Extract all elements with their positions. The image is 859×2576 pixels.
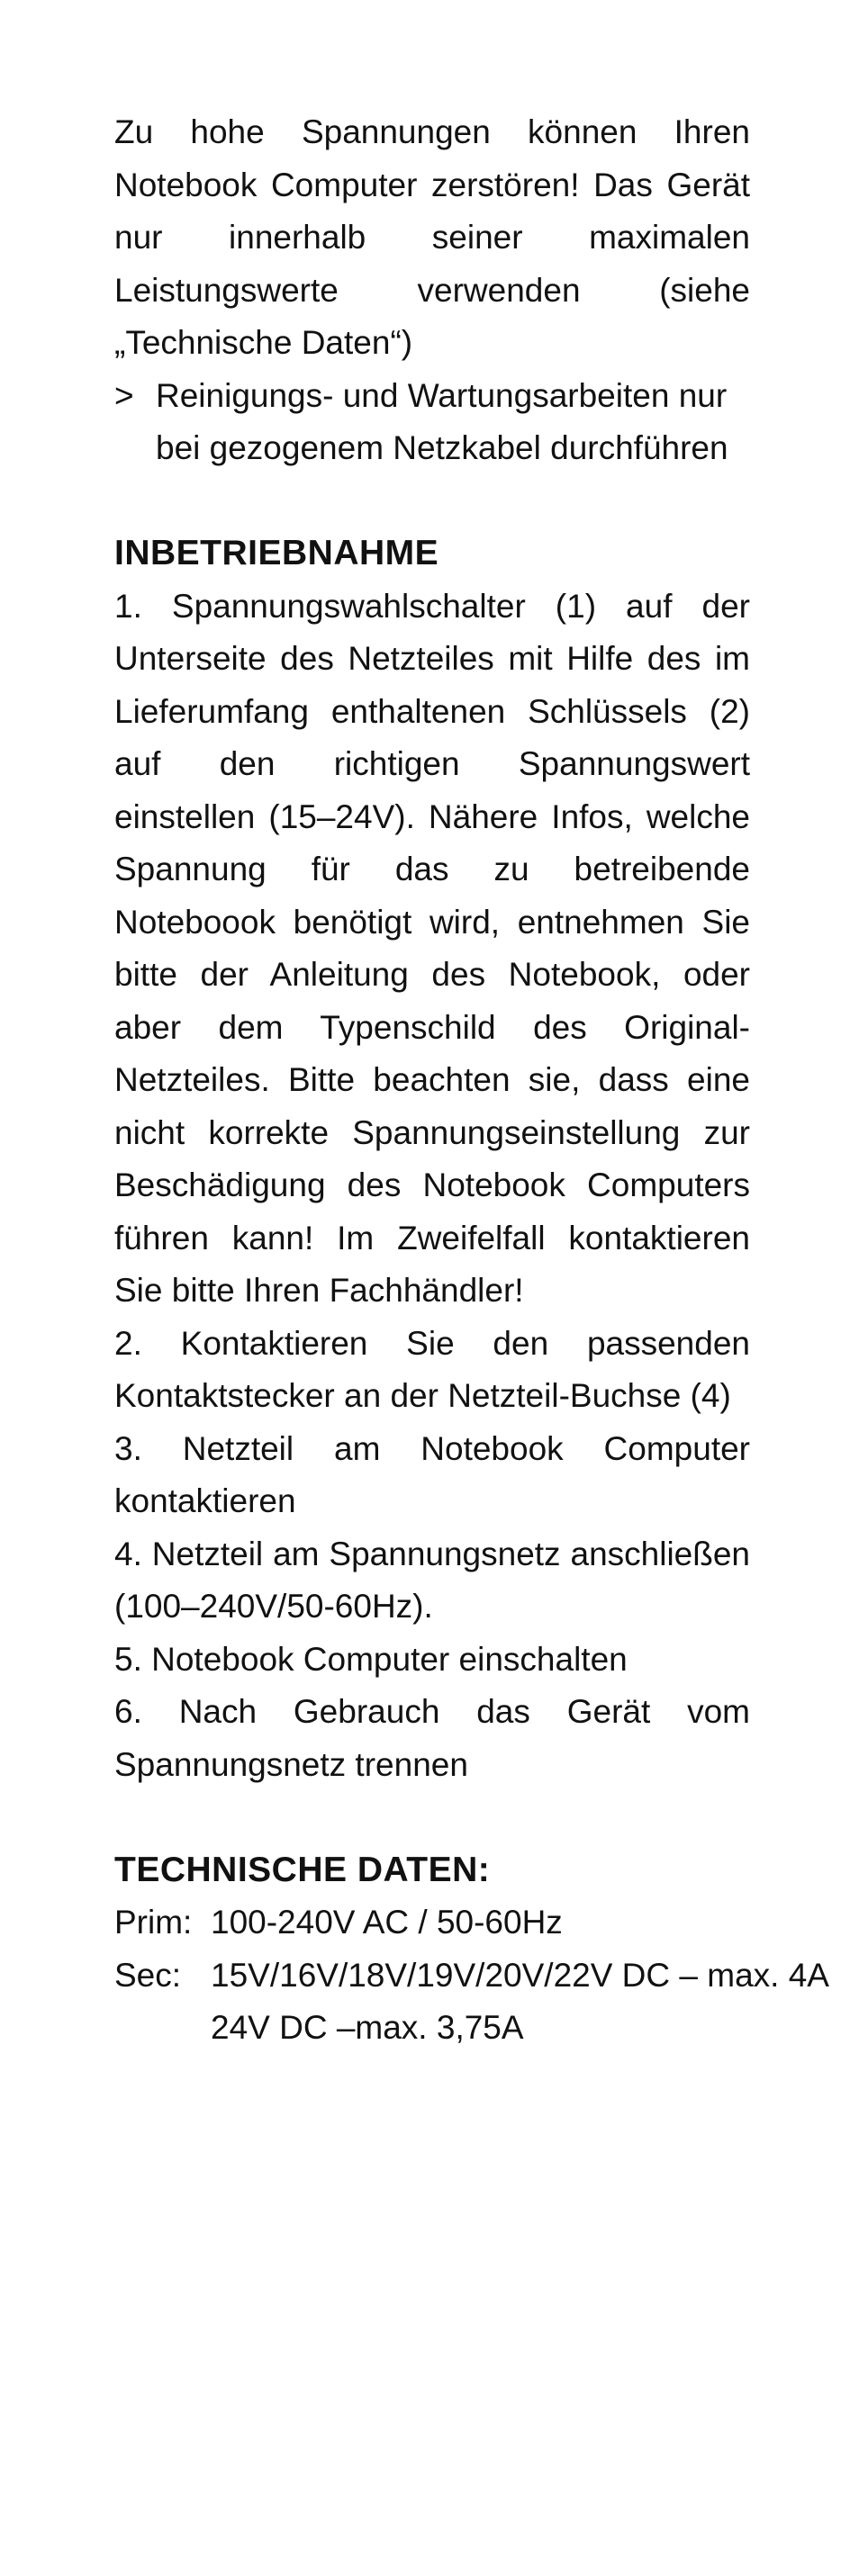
voltage-warning: Zu hohe Spannungen können Ihren Notebook Computer zerstören! Das Gerät nur innerhalb seiner maximalen Leistungswerte verwenden (siehe „Technische Daten“): [114, 113, 750, 361]
setup-step-1: 1. Spannungswahlschalter (1) auf der Unterseite des Netzteiles mit Hilfe des im Lieferumfang enthaltenen Schlüssels (2) auf den richtigen Spannungswert einstellen (15–24V). Nähere Infos, welche Spannung für das zu betreibende Noteboook benötigt wird, entnehmen Sie bitte der Anleitung des Notebook, oder aber dem Typenschild des Original-Netzteiles. Bitte beachten sie, dass eine nicht korrekte Spannungseinstellung zur Beschädigung des Notebook Computers führen kann! Im Zweifelfall kontaktieren Sie bitte Ihren Fachhändler!: [114, 587, 750, 1309]
spec-row-prim: [114, 1896, 750, 1950]
specs-heading: TECHNISCHE DATEN:: [114, 1850, 491, 1889]
maintenance-text: Reinigungs- und Wartungsarbeiten nur bei gezogenem Netzkabel durchführen: [156, 376, 728, 466]
spec-value-sec-1: 15V/16V/18V/19V/20V/22V DC – max. 4A: [211, 1956, 829, 1994]
spec-label-sec: Sec:: [114, 1956, 182, 1994]
setup-step-5: 5. Notebook Computer einschalten: [114, 1640, 628, 1678]
spec-value-sec-2: 24V DC –max. 3,75A: [211, 2009, 524, 2046]
setup-heading: INBETRIEBNAHME: [114, 534, 439, 572]
spec-label-prim: Prim:: [114, 1904, 193, 1941]
manual-page: [114, 106, 829, 2055]
spacer: [114, 1791, 750, 1844]
spec-value-sec-wrap: [211, 1950, 829, 2055]
bullet-marker: >: [114, 376, 134, 414]
maintenance-bullet: [114, 370, 750, 475]
spec-row-sec: [114, 1950, 829, 2055]
setup-step-6: 6. Nach Gebrauch das Gerät vom Spannungsnetz trennen: [114, 1693, 750, 1783]
spec-value-prim: 100-240V AC / 50-60Hz: [211, 1904, 563, 1941]
setup-step-3: 3. Netzteil am Notebook Computer kontaktieren: [114, 1429, 750, 1519]
spec-value-prim-wrap: [211, 1896, 750, 1950]
setup-step-2: 2. Kontaktieren Sie den passenden Kontaktstecker an der Netzteil-Buchse (4): [114, 1324, 750, 1414]
setup-step-4: 4. Netzteil am Spannungsnetz anschließen (100–240V/50-60Hz).: [114, 1535, 750, 1625]
spacer: [114, 475, 750, 528]
